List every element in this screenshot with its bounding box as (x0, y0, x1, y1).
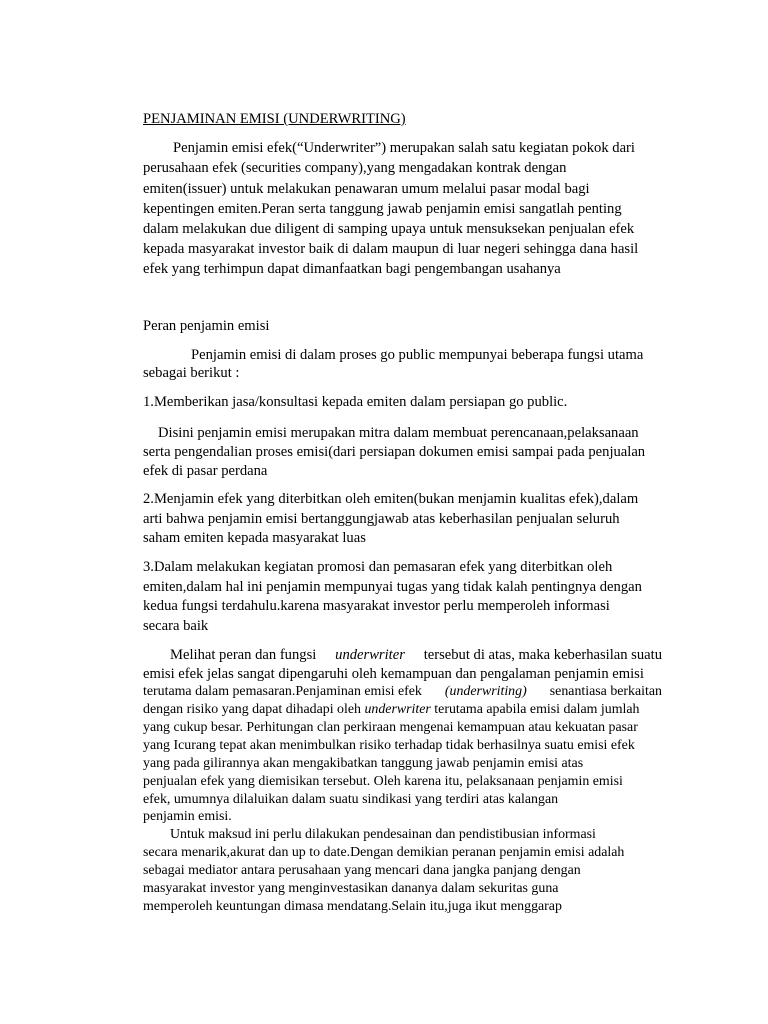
function-point-3-line: secara baik (143, 618, 209, 634)
untuk-line: Untuk maksud ini perlu dilakukan pendesainan dan pendistibusian informasi (170, 827, 596, 842)
section-heading: Peran penjamin emisi (143, 318, 270, 334)
intro-line: kepentingen emiten.Peran serta tanggung jawab penjamin emisi sangatlah penting (143, 201, 622, 217)
melihat-line: emisi efek jelas sangat dipengaruhi oleh kemampuan dan pengalaman penjamin emisi (143, 666, 644, 682)
point1-detail-line: efek di pasar perdana (143, 463, 268, 479)
intro-line: kepada masyarakat investor baik di dalam maupun di luar negeri sehingga dana hasil (143, 241, 639, 257)
intro-line: efek yang terhimpun dapat dimanfaatkan bagi pengembangan usahanya (143, 261, 561, 277)
untuk-line: secara menarik,akurat dan up to date.Dengan demikian peranan penjamin emisi adalah (143, 845, 625, 860)
untuk-line: memperoleh keuntungan dimasa mendatang.Selain itu,juga ikut menggarap (143, 899, 562, 914)
intro-line: dalam melakukan due diligent di samping upaya untuk mensuksekan penjualan efek (143, 221, 635, 237)
intro-line: Penjamin emisi efek(“Underwriter”) merupakan salah satu kegiatan pokok dari (173, 140, 635, 156)
point1-detail-line: Disini penjamin emisi merupakan mitra dalam membuat perencanaan,pelaksanaan (158, 425, 639, 441)
melihat-line: terutama dalam pemasaran.Penjaminan emisi efek (underwriting) senantiasa berkaitan (143, 684, 662, 699)
untuk-line: sebagai mediator antara perusahaan yang mencari dana jangka panjang dengan (143, 863, 581, 878)
melihat-line: yang pada gilirannya akan mengakibatkan tanggung jawab penjamin emisi atas (143, 756, 584, 771)
melihat-line: dengan risiko yang dapat dihadapi oleh underwriter terutama apabila emisi dalam jumlah (143, 702, 640, 717)
document-title: PENJAMINAN EMISI (UNDERWRITING) (143, 111, 406, 127)
function-point-3-line: kedua fungsi terdahulu.karena masyarakat investor perlu memperoleh informasi (143, 598, 610, 614)
melihat-line: yang cukup besar. Perhitungan clan perkiraan mengenai kemampuan atau kekuatan pasar (143, 720, 638, 735)
point1-detail-line: serta pengendalian proses emisi(dari persiapan dokumen emisi sampai pada penjualan (143, 444, 646, 460)
function-point-2-line: 2.Menjamin efek yang diterbitkan oleh emiten(bukan menjamin kualitas efek),dalam (143, 491, 639, 507)
intro-line: emiten(issuer) untuk melakukan penawaran umum melalui pasar modal bagi (143, 181, 590, 197)
melihat-line: penjamin emisi. (143, 809, 232, 824)
melihat-line: penjualan efek yang diemisikan tersebut. Oleh karena itu, pelaksanaan penjamin emisi (143, 774, 623, 789)
melihat-line: yang Icurang tepat akan menimbulkan risiko terhadap tidak berhasilnya suatu emisi efek (143, 738, 635, 753)
functions-intro-line: Penjamin emisi di dalam proses go public mempunyai beberapa fungsi utama (191, 347, 644, 363)
melihat-line: efek, umumnya dilaluikan dalam suatu sindikasi yang terdiri atas kalangan (143, 792, 559, 807)
function-point-1: 1.Memberikan jasa/konsultasi kepada emiten dalam persiapan go public. (143, 394, 568, 410)
function-point-3-line: emiten,dalam hal ini penjamin mempunyai tugas yang tidak kalah pentingnya dengan (143, 579, 642, 595)
function-point-2-line: arti bahwa penjamin emisi bertanggungjawab atas keberhasilan penjualan seluruh (143, 511, 620, 527)
function-point-3-line: 3.Dalam melakukan kegiatan promosi dan pemasaran efek yang diterbitkan oleh (143, 559, 613, 575)
function-point-2-line: saham emiten kepada masyarakat luas (143, 530, 366, 546)
intro-line: perusahaan efek (securities company),yang mengadakan kontrak dengan (143, 160, 567, 176)
untuk-line: masyarakat investor yang menginvestasikan dananya dalam sekuritas guna (143, 881, 559, 896)
melihat-line: Melihat peran dan fungsi underwriter tersebut di atas, maka keberhasilan suatu (170, 647, 662, 663)
functions-intro-line: sebagai berikut : (143, 365, 240, 381)
